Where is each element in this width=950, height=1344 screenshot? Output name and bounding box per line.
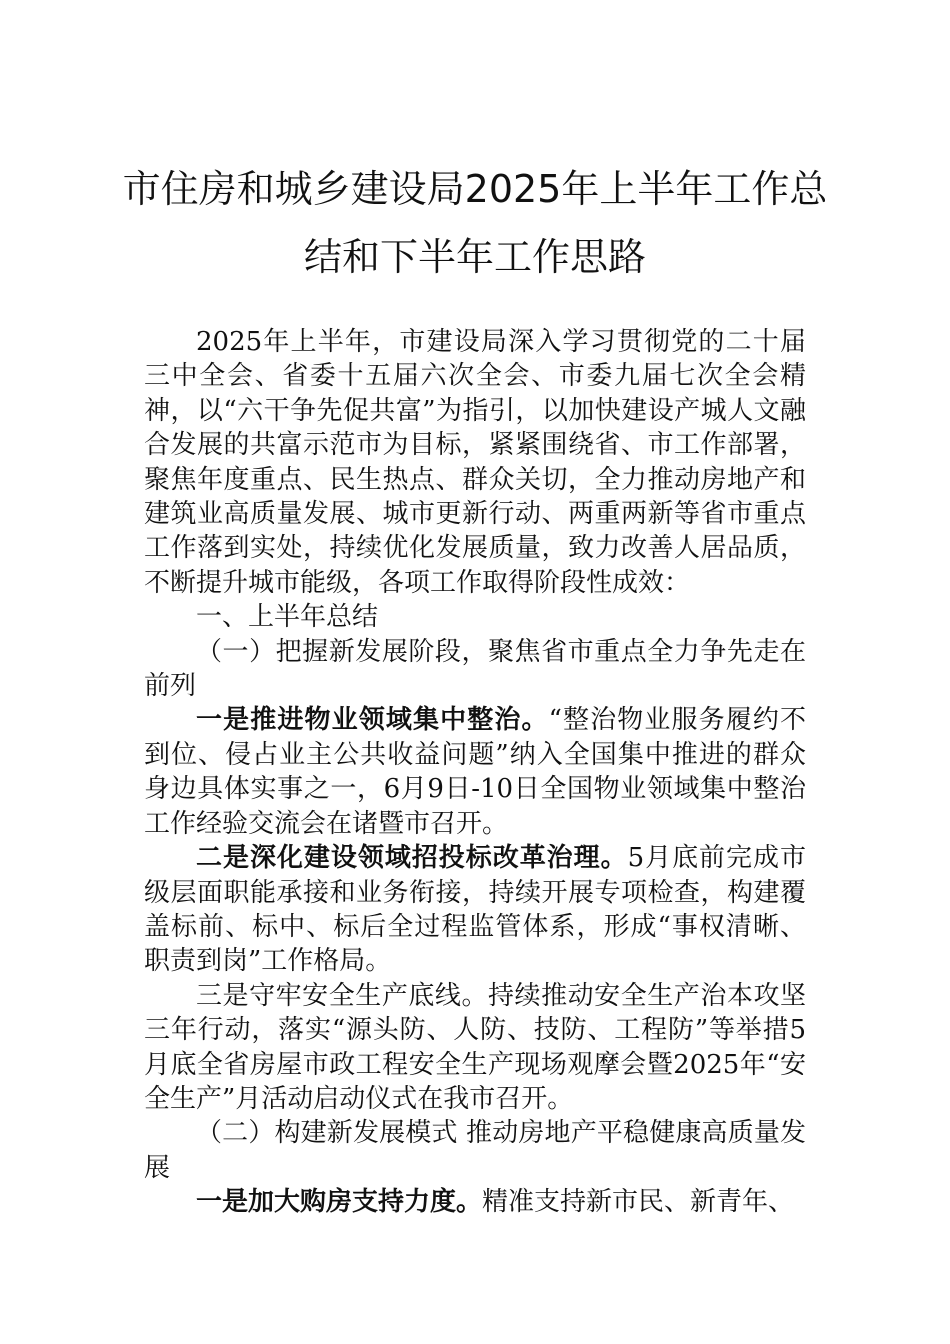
item-4-lead: 一是加大购房支持力度。 [196, 1187, 483, 1218]
item-2-text: 5月底前完成市级层面职能承接和业务衔接，持续开展专项检查，构建覆盖标前、标中、标后全过程监管体系，形成“事权清晰、职责到岗”工作格局。 [144, 843, 806, 977]
item-2-paragraph [144, 841, 806, 979]
document-body [144, 325, 806, 1220]
document-title-line-1: 市住房和城乡建设局2025年上半年工作总 [122, 167, 828, 211]
item-1-paragraph [144, 703, 806, 841]
item-1-text: “整治物业服务履约不到位、侵占业主公共收益问题”纳入全国集中推进的群众身边具体实事之一，6月9日-10日全国物业领域集中整治工作经验交流会在诸暨市召开。 [144, 705, 806, 839]
item-4-paragraph [144, 1185, 806, 1219]
item-2-lead: 二是深化建设领域招投标改革治理。 [196, 843, 628, 874]
intro-paragraph: 2025年上半年，市建设局深入学习贯彻党的二十届三中全会、省委十五届六次全会、市委九届七次全会精神，以“六干争先促共富”为指引，以加快建设产城人文融合发展的共富示范市为目标，紧紧围绕省、市工作部署，聚焦年度重点、民生热点、群众关切，全力推动房地产和建筑业高质量发展、城市更新行动、两重两新等省市重点工作落到实处，持续优化发展质量，致力改善人居品质，不断提升城市能级，各项工作取得阶段性成效： [144, 327, 806, 598]
document-title-line-2: 结和下半年工作思路 [303, 235, 646, 279]
subsection-heading-1: （一）把握新发展阶段，聚焦省市重点全力争先走在前列 [144, 636, 806, 702]
subsection-heading-2: （二）构建新发展模式 推动房地产平稳健康高质量发展 [144, 1118, 806, 1183]
item-1-lead: 一是推进物业领域集中整治。 [196, 705, 549, 736]
section-heading-summary: 一、上半年总结 [196, 602, 379, 633]
item-3-paragraph: 三是守牢安全生产底线。持续推动安全生产治本攻坚三年行动，落实“源头防、人防、技防、工程防”等举措5月底全省房屋市政工程安全生产现场观摩会暨2025年“安全生产”月活动启动仪式在我市召开。 [144, 980, 806, 1114]
item-4-text: 精准支持新市民、新青年、 [482, 1187, 795, 1218]
